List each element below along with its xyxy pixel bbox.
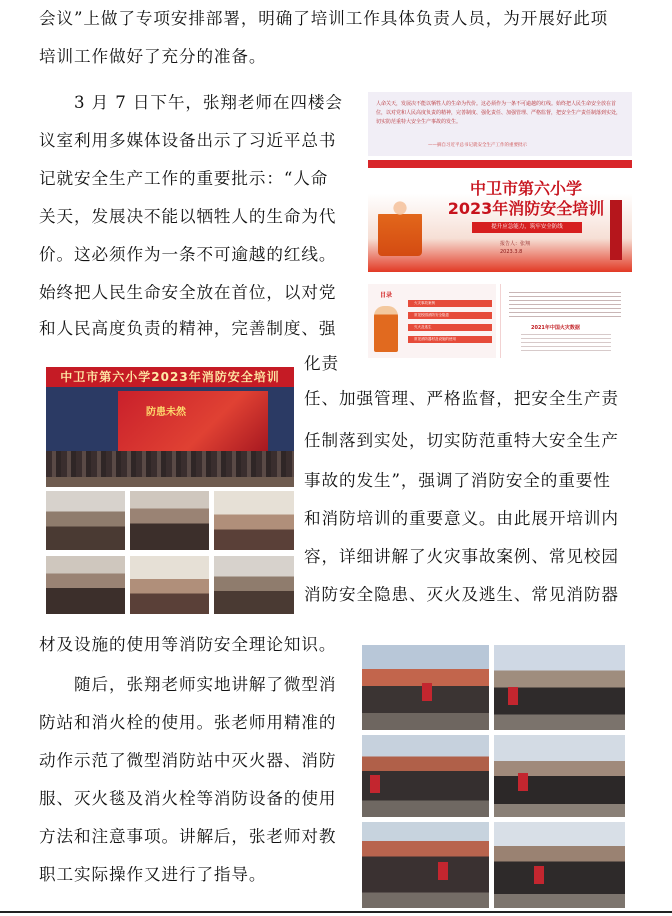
text-line-1: 会议”上做了专项安排部署，明确了培训工作具体负责人员，为开展好此项 <box>39 9 609 28</box>
outdoor-demo-photo <box>362 645 489 730</box>
text-line-20: 动作示范了微型消防站中灭火器、消防 <box>39 751 337 770</box>
training-photo <box>46 556 125 614</box>
slide-title-image <box>368 160 632 272</box>
fire-cabinet <box>438 862 448 880</box>
text-line-16: 消防安全隐患、灭火及逃生、常见消防器 <box>304 585 619 604</box>
text-line-8: 始终把人民生命安全放在首位，以对党 <box>39 283 337 302</box>
doc-text-lines <box>509 292 621 320</box>
training-photo <box>130 556 209 614</box>
page-bottom-rule <box>0 911 672 913</box>
toc-item: 常见校园消防安全隐患 <box>408 312 492 319</box>
text-line-4: 议室利用多媒体设备出示了习近平总书 <box>39 131 337 150</box>
text-line-17: 材及设施的使用等消防安全理论知识。 <box>39 635 337 654</box>
text-line-11: 任、加强管理、严格监督，把安全生产责 <box>304 389 619 408</box>
projection-screen <box>118 391 268 453</box>
slide-toc <box>368 284 496 358</box>
text-line-9: 和人民高度负责的精神，完善制度、强 <box>39 319 337 338</box>
text-line-2: 培训工作做好了充分的准备。 <box>39 47 267 66</box>
slide-reporter: 报告人：张翔 <box>500 241 531 247</box>
doc-title: 2021年中国火灾数据 <box>531 325 580 331</box>
text-line-7: 价。这必须作为一条不可逾越的红线。 <box>39 245 337 264</box>
slide-top-band <box>368 160 632 168</box>
outdoor-demo-photo <box>494 822 625 908</box>
text-line-10: 化责 <box>304 354 339 373</box>
slide-contents-image <box>368 284 632 360</box>
training-hall-photo <box>46 367 294 487</box>
slide-quote-source: ——摘自习近平总书记就安全生产工作的重要批示 <box>428 143 527 148</box>
doc-text-lines <box>521 334 611 354</box>
outdoor-demo-photo <box>362 822 489 908</box>
text-line-23: 职工实际操作又进行了指导。 <box>39 865 267 884</box>
slide-title-training: 2023年消防安全培训 <box>447 199 605 218</box>
fire-cabinet <box>534 866 544 884</box>
training-photo <box>46 491 125 550</box>
text-line-6: 关天，发展决不能以牺牲人的生命为代 <box>39 207 337 226</box>
outdoor-demo-photo <box>362 735 489 817</box>
slide-subtitle: 提升应急能力，筑牢安全防线 <box>472 222 582 233</box>
training-photo <box>214 491 294 550</box>
outdoor-demo-photo <box>494 645 625 730</box>
firefighter-figure <box>374 306 398 352</box>
slide-title-school: 中卫市第六小学 <box>469 179 582 198</box>
slide-quote-image <box>368 92 632 156</box>
floor <box>46 477 294 487</box>
text-line-14: 和消防培训的重要意义。由此展开培训内 <box>304 509 619 528</box>
slide-data-page <box>500 284 629 358</box>
text-line-21: 服、灭火毯及消火栓等消防设备的使用 <box>39 789 337 808</box>
toc-item: 灭火及逃生 <box>408 324 492 331</box>
training-photo <box>214 556 294 614</box>
text-line-22: 方法和注意事项。讲解后，张老师对教 <box>39 827 337 846</box>
firefighter-figure <box>378 196 422 256</box>
screen-text: 防患未然 <box>146 407 186 418</box>
fire-cabinet <box>422 683 432 701</box>
outdoor-demo-photo <box>494 735 625 817</box>
toc-item: 火灾事故案例 <box>408 300 492 307</box>
text-line-19: 防站和消火栓的使用。张老师用精准的 <box>39 713 337 732</box>
fire-cabinet <box>518 773 528 791</box>
slide-date: 2023.3.8 <box>500 249 523 255</box>
toc-item: 常见消防器材及设施的使用 <box>408 336 492 343</box>
text-line-12: 任制落到实处，切实防范重特大安全生产 <box>304 431 619 450</box>
text-line-5: 记就安全生产工作的重要批示：“人命 <box>39 169 329 188</box>
training-photo <box>130 491 209 550</box>
slide-quote-text: 人命关天，发展决不能以牺牲人的生命为代价。这必须作为一条不可逾越的红线。始终把人民生命安全放在首位，以对党和人民高度负责的精神，完善制度、强化责任、加强管理、严格监督，把安全生产责任制落到实处，切实防范重特大安全生产事故的发生。 <box>376 101 622 125</box>
text-line-3: 3 月 7 日下午，张翔老师在四楼会 <box>74 93 343 112</box>
fire-cabinet <box>508 687 518 705</box>
hall-banner: 中卫市第六小学2023年消防安全培训 <box>46 367 294 387</box>
toc-title: 目录 <box>380 292 393 299</box>
text-line-15: 容，详细讲解了火灾事故案例、常见校园 <box>304 547 619 566</box>
fire-cabinet <box>370 775 380 793</box>
text-line-13: 事故的发生”，强调了消防安全的重要性 <box>304 471 611 490</box>
text-line-18: 随后，张翔老师实地讲解了微型消 <box>74 675 337 694</box>
